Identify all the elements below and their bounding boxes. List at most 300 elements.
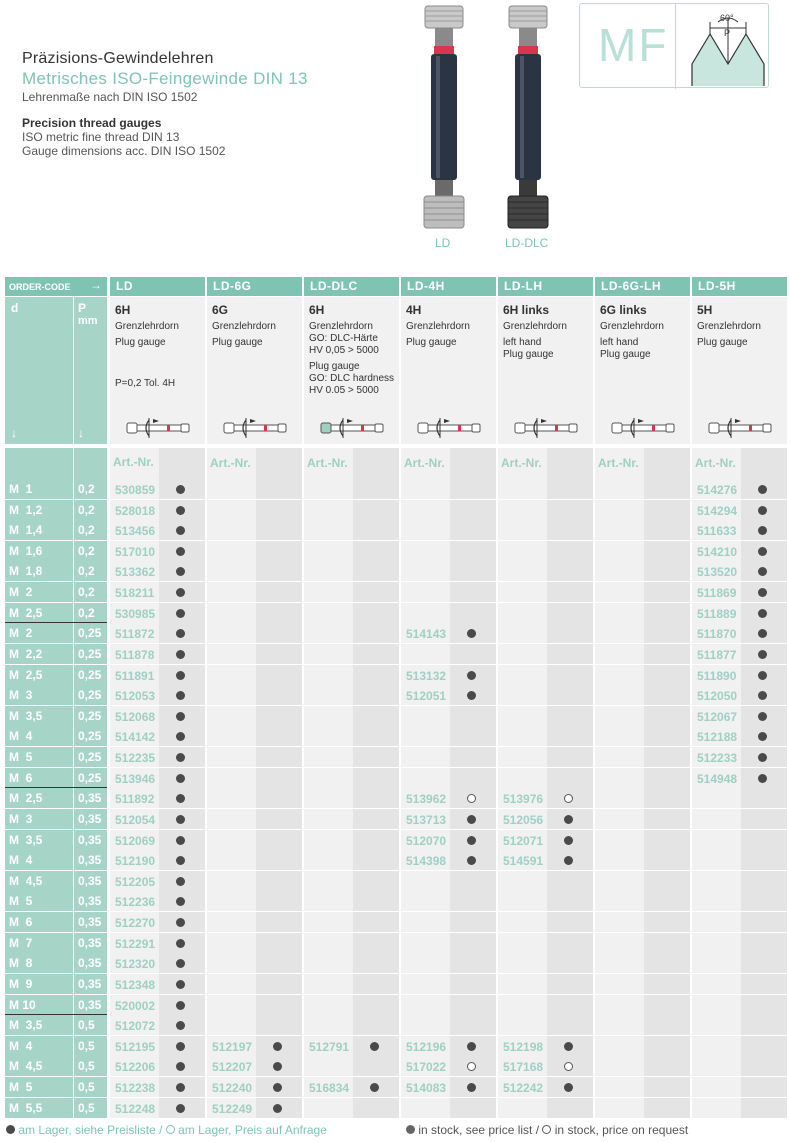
col-p-header: P mm ↓ [74, 297, 107, 444]
article-number: 512188 [697, 730, 738, 744]
table-cell [498, 995, 547, 1015]
in-stock-dot-icon [467, 1083, 476, 1092]
table-cell [401, 582, 450, 602]
row-pitch: 0,2 [74, 541, 107, 561]
table-cell [207, 541, 256, 561]
table-cell [644, 644, 690, 664]
table-cell [401, 891, 450, 911]
table-cell [547, 520, 593, 540]
table-cell [450, 520, 496, 540]
table-cell [741, 995, 787, 1015]
row-pitch: 0,2 [74, 520, 107, 540]
article-number: 511869 [697, 586, 737, 600]
row-diameter: M 1,2 [5, 500, 73, 520]
row-diameter: M 1,6 [5, 541, 73, 561]
table-cell [498, 706, 547, 726]
table-cell [692, 850, 741, 870]
table-cell [644, 995, 690, 1015]
table-cell [644, 500, 690, 520]
row-pitch: 0,5 [74, 1036, 107, 1056]
table-cell [353, 809, 399, 829]
table-cell [692, 809, 741, 829]
table-cell [304, 768, 353, 788]
table-cell [304, 561, 353, 581]
article-number: 512320 [115, 957, 156, 971]
in-stock-dot-icon [176, 939, 185, 948]
in-stock-dot-icon [758, 671, 767, 680]
table-cell [595, 520, 644, 540]
column-header-ld: LD [110, 277, 205, 296]
description-de: Grenzlehrdorn [697, 321, 761, 332]
table-cell [644, 665, 690, 685]
article-number: 512205 [115, 875, 156, 889]
table-cell [256, 706, 302, 726]
table-cell [304, 891, 353, 911]
table-cell [353, 582, 399, 602]
page-header [22, 50, 308, 158]
table-cell [595, 603, 644, 623]
article-number: 512348 [115, 978, 156, 992]
table-cell [401, 603, 450, 623]
in-stock-dot-icon [370, 1042, 379, 1051]
table-cell [304, 541, 353, 561]
row-pitch: 0,5 [74, 1056, 107, 1076]
in-stock-dot-icon [176, 877, 185, 886]
table-cell [595, 541, 644, 561]
table-cell [547, 561, 593, 581]
table-cell [547, 582, 593, 602]
row-pitch: 0,35 [74, 850, 107, 870]
table-cell [207, 809, 256, 829]
table-cell [304, 726, 353, 746]
table-cell [304, 830, 353, 850]
table-cell [207, 623, 256, 643]
table-cell [304, 974, 353, 994]
article-number: 512190 [115, 854, 156, 868]
table-cell [547, 541, 593, 561]
table-cell [644, 1077, 690, 1097]
table-cell [304, 788, 353, 808]
table-cell [256, 685, 302, 705]
table-cell [353, 953, 399, 973]
in-stock-dot-icon [758, 588, 767, 597]
article-number: 512233 [697, 751, 738, 765]
table-cell [256, 974, 302, 994]
column-header-ld-6g: LD-6G [207, 277, 302, 296]
arrow-down-icon: ↓ [11, 426, 17, 440]
plug-gauge-icon [707, 416, 777, 440]
description-en: Plug gauge [212, 337, 263, 348]
article-number: 512197 [212, 1040, 253, 1054]
row-pitch: 0,35 [74, 995, 107, 1015]
row-diameter: M 6 [5, 768, 73, 788]
table-cell [401, 479, 450, 499]
article-number: 512051 [406, 689, 447, 703]
group-separator [5, 1014, 107, 1015]
in-stock-dot-icon [176, 526, 185, 535]
table-cell [547, 891, 593, 911]
thread-type-label: MF [598, 19, 669, 71]
table-cell [595, 665, 644, 685]
description-de: Grenzlehrdorn [115, 321, 179, 332]
description-en: left hand Plug gauge [600, 337, 651, 360]
table-cell [498, 768, 547, 788]
article-number: 518211 [115, 586, 155, 600]
on-request-dot-icon [564, 794, 573, 803]
table-cell [498, 891, 547, 911]
article-number: 513946 [115, 772, 156, 786]
table-cell [256, 830, 302, 850]
article-number: 512242 [503, 1081, 544, 1095]
table-cell [401, 541, 450, 561]
table-cell [692, 871, 741, 891]
table-cell [304, 665, 353, 685]
article-number: 512235 [115, 751, 156, 765]
description-de: Grenzlehrdorn [212, 321, 276, 332]
row-diameter: M 2,2 [5, 644, 73, 664]
article-number: 530985 [115, 607, 156, 621]
table-cell [498, 644, 547, 664]
table-cell [256, 520, 302, 540]
column-header-ld-lh: LD-LH [498, 277, 593, 296]
table-cell [547, 768, 593, 788]
table-cell [498, 479, 547, 499]
article-number: 514142 [115, 730, 156, 744]
table-cell [207, 520, 256, 540]
table-cell [304, 933, 353, 953]
in-stock-dot-icon [758, 691, 767, 700]
table-cell [644, 706, 690, 726]
table-cell [207, 603, 256, 623]
article-number: 512072 [115, 1019, 156, 1033]
table-cell [401, 726, 450, 746]
table-cell [644, 891, 690, 911]
table-cell [207, 665, 256, 685]
tolerance-class: 6H links [503, 303, 550, 317]
table-cell [353, 603, 399, 623]
article-number: 512791 [309, 1040, 350, 1054]
table-cell [401, 644, 450, 664]
table-cell [207, 953, 256, 973]
description-en: Plug gauge [406, 337, 457, 348]
row-diameter: M 2,5 [5, 603, 73, 623]
table-cell [692, 912, 741, 932]
table-cell [207, 974, 256, 994]
on-request-dot-icon [166, 1125, 175, 1134]
table-cell [450, 912, 496, 932]
table-cell [207, 850, 256, 870]
table-cell [498, 974, 547, 994]
stock-header-cell [644, 448, 690, 479]
in-stock-dot-icon [467, 671, 476, 680]
table-cell [547, 500, 593, 520]
table-cell [353, 561, 399, 581]
in-stock-dot-icon [176, 547, 185, 556]
angle-label: 60° [720, 13, 734, 23]
table-cell [207, 706, 256, 726]
table-cell [207, 1015, 256, 1035]
column-header-ld-6g-lh: LD-6G-LH [595, 277, 690, 296]
in-stock-dot-icon [176, 897, 185, 906]
table-cell [256, 479, 302, 499]
table-cell [207, 830, 256, 850]
table-cell [498, 871, 547, 891]
table-cell [547, 1098, 593, 1118]
table-cell [256, 995, 302, 1015]
table-cell [304, 850, 353, 870]
table-cell [644, 933, 690, 953]
table-cell [595, 1077, 644, 1097]
article-number: 512238 [115, 1081, 156, 1095]
table-cell [353, 747, 399, 767]
table-cell [256, 953, 302, 973]
on-request-dot-icon [467, 1062, 476, 1071]
table-cell [450, 603, 496, 623]
row-pitch: 0,35 [74, 830, 107, 850]
group-separator [5, 622, 107, 623]
row-pitch: 0,35 [74, 871, 107, 891]
table-cell [741, 1015, 787, 1035]
table-cell [401, 995, 450, 1015]
table-cell [547, 871, 593, 891]
in-stock-dot-icon [176, 691, 185, 700]
table-cell [450, 891, 496, 911]
plug-gauge-icon [416, 416, 486, 440]
description-en: Plug gauge [697, 337, 748, 348]
table-cell [353, 685, 399, 705]
row-diameter: M 4 [5, 850, 73, 870]
row-diameter: M 2,5 [5, 665, 73, 685]
table-cell [256, 541, 302, 561]
row-diameter: M 2,5 [5, 788, 73, 808]
in-stock-dot-icon [564, 836, 573, 845]
in-stock-dot-icon [273, 1042, 282, 1051]
tolerance-class: 4H [406, 303, 422, 317]
table-cell [595, 561, 644, 581]
in-stock-dot-icon [176, 815, 185, 824]
article-number: 512207 [212, 1060, 253, 1074]
article-number: 512069 [115, 834, 156, 848]
table-cell [450, 933, 496, 953]
table-cell [450, 747, 496, 767]
in-stock-dot-icon [176, 774, 185, 783]
row-pitch: 0,5 [74, 1077, 107, 1097]
article-number: 512196 [406, 1040, 447, 1054]
table-cell [741, 809, 787, 829]
table-cell [401, 561, 450, 581]
table-cell [304, 1098, 353, 1118]
row-pitch: 0,35 [74, 891, 107, 911]
article-number: 512070 [406, 834, 447, 848]
in-stock-dot-icon [176, 1062, 185, 1071]
table-cell [498, 665, 547, 685]
article-number: 513520 [697, 565, 738, 579]
table-cell [741, 1056, 787, 1076]
description-en: Plug gauge [115, 337, 166, 348]
table-cell [741, 850, 787, 870]
in-stock-dot-icon [273, 1062, 282, 1071]
table-cell [547, 953, 593, 973]
gauge-ld-dlc-caption: LD-DLC [505, 236, 549, 250]
table-cell [304, 582, 353, 602]
table-cell [741, 1077, 787, 1097]
table-cell [595, 850, 644, 870]
in-stock-dot-icon [176, 1104, 185, 1113]
table-cell [644, 520, 690, 540]
table-cell [207, 788, 256, 808]
table-cell [401, 974, 450, 994]
table-cell [256, 726, 302, 746]
article-number: 514398 [406, 854, 447, 868]
table-cell [256, 561, 302, 581]
row-diameter: M 2 [5, 582, 73, 602]
table-cell [207, 685, 256, 705]
in-stock-dot-icon [564, 856, 573, 865]
row-diameter: M 2 [5, 623, 73, 643]
on-request-dot-icon [542, 1125, 551, 1134]
article-number: 514210 [697, 545, 738, 559]
col-d-header: d ↓ [5, 297, 73, 444]
row-diameter: M 7 [5, 933, 73, 953]
table-cell [304, 809, 353, 829]
in-stock-dot-icon [176, 1083, 185, 1092]
table-cell [741, 974, 787, 994]
table-cell [401, 871, 450, 891]
table-cell [353, 830, 399, 850]
table-cell [401, 747, 450, 767]
table-cell [256, 582, 302, 602]
table-cell [256, 603, 302, 623]
in-stock-dot-icon [467, 691, 476, 700]
table-cell [741, 871, 787, 891]
in-stock-dot-icon [758, 609, 767, 618]
order-code-header: ORDER-CODE → [5, 277, 107, 296]
table-cell [595, 726, 644, 746]
table-cell [692, 995, 741, 1015]
table-cell [450, 768, 496, 788]
table-cell [741, 912, 787, 932]
table-cell [741, 1036, 787, 1056]
table-cell [401, 520, 450, 540]
table-cell [644, 768, 690, 788]
article-number: 512206 [115, 1060, 156, 1074]
table-cell [304, 995, 353, 1015]
table-cell [353, 871, 399, 891]
table-cell [353, 974, 399, 994]
in-stock-dot-icon [176, 609, 185, 618]
arrow-right-icon: → [90, 278, 102, 292]
table-cell [353, 623, 399, 643]
table-cell [692, 1077, 741, 1097]
row-pitch: 0,25 [74, 685, 107, 705]
on-request-dot-icon [467, 794, 476, 803]
row-diameter: M 8 [5, 953, 73, 973]
table-cell [498, 561, 547, 581]
table-cell [450, 561, 496, 581]
stock-header-cell [450, 448, 496, 479]
row-header-spacer [5, 448, 73, 479]
article-number: 513456 [115, 524, 156, 538]
table-cell [304, 644, 353, 664]
article-number: 516834 [309, 1081, 350, 1095]
norm-en: Gauge dimensions acc. DIN ISO 1502 [22, 144, 226, 158]
table-cell [595, 1036, 644, 1056]
article-number: 512248 [115, 1102, 156, 1116]
table-cell [595, 974, 644, 994]
table-cell [547, 685, 593, 705]
article-number: 528018 [115, 504, 156, 518]
table-cell [207, 871, 256, 891]
table-cell [353, 1056, 399, 1076]
row-pitch: 0,25 [74, 726, 107, 746]
in-stock-dot-icon [758, 732, 767, 741]
table-cell [644, 685, 690, 705]
row-diameter: M 4 [5, 1036, 73, 1056]
in-stock-dot-icon [176, 712, 185, 721]
thread-type-badge [579, 3, 769, 88]
in-stock-dot-icon [176, 629, 185, 638]
row-diameter: M 3,5 [5, 1015, 73, 1035]
column-header-ld-4h: LD-4H [401, 277, 496, 296]
in-stock-dot-icon [273, 1104, 282, 1113]
table-cell [644, 479, 690, 499]
table-cell [256, 644, 302, 664]
article-number: 530859 [115, 483, 156, 497]
table-cell [304, 520, 353, 540]
table-cell [450, 995, 496, 1015]
table-cell [256, 768, 302, 788]
table-cell [644, 1098, 690, 1118]
table-cell [450, 953, 496, 973]
article-number: 513962 [406, 792, 447, 806]
in-stock-dot-icon [273, 1083, 282, 1092]
article-number: 512236 [115, 895, 156, 909]
table-cell [353, 891, 399, 911]
table-cell [644, 974, 690, 994]
in-stock-dot-icon [176, 836, 185, 845]
article-number: 512053 [115, 689, 156, 703]
table-cell [692, 1036, 741, 1056]
article-number: 511877 [697, 648, 737, 662]
table-cell [644, 561, 690, 581]
table-cell [547, 726, 593, 746]
article-number: 512291 [115, 937, 156, 951]
table-cell [547, 912, 593, 932]
table-cell [207, 726, 256, 746]
table-cell [692, 974, 741, 994]
row-diameter: M 6 [5, 912, 73, 932]
table-cell [498, 582, 547, 602]
table-cell [644, 788, 690, 808]
in-stock-dot-icon [370, 1083, 379, 1092]
table-cell [353, 500, 399, 520]
in-stock-dot-icon [564, 1083, 573, 1092]
artnr-label: Art.-Nr. [210, 456, 251, 470]
table-cell [595, 891, 644, 911]
table-cell [498, 912, 547, 932]
table-cell [450, 726, 496, 746]
row-diameter: M 1,8 [5, 561, 73, 581]
table-cell [353, 768, 399, 788]
table-cell [595, 768, 644, 788]
article-number: 520002 [115, 999, 156, 1013]
row-diameter: M 5,5 [5, 1098, 73, 1118]
table-cell [401, 933, 450, 953]
table-cell [207, 891, 256, 911]
table-cell [595, 747, 644, 767]
article-number: 512067 [697, 710, 738, 724]
row-pitch: 0,2 [74, 561, 107, 581]
